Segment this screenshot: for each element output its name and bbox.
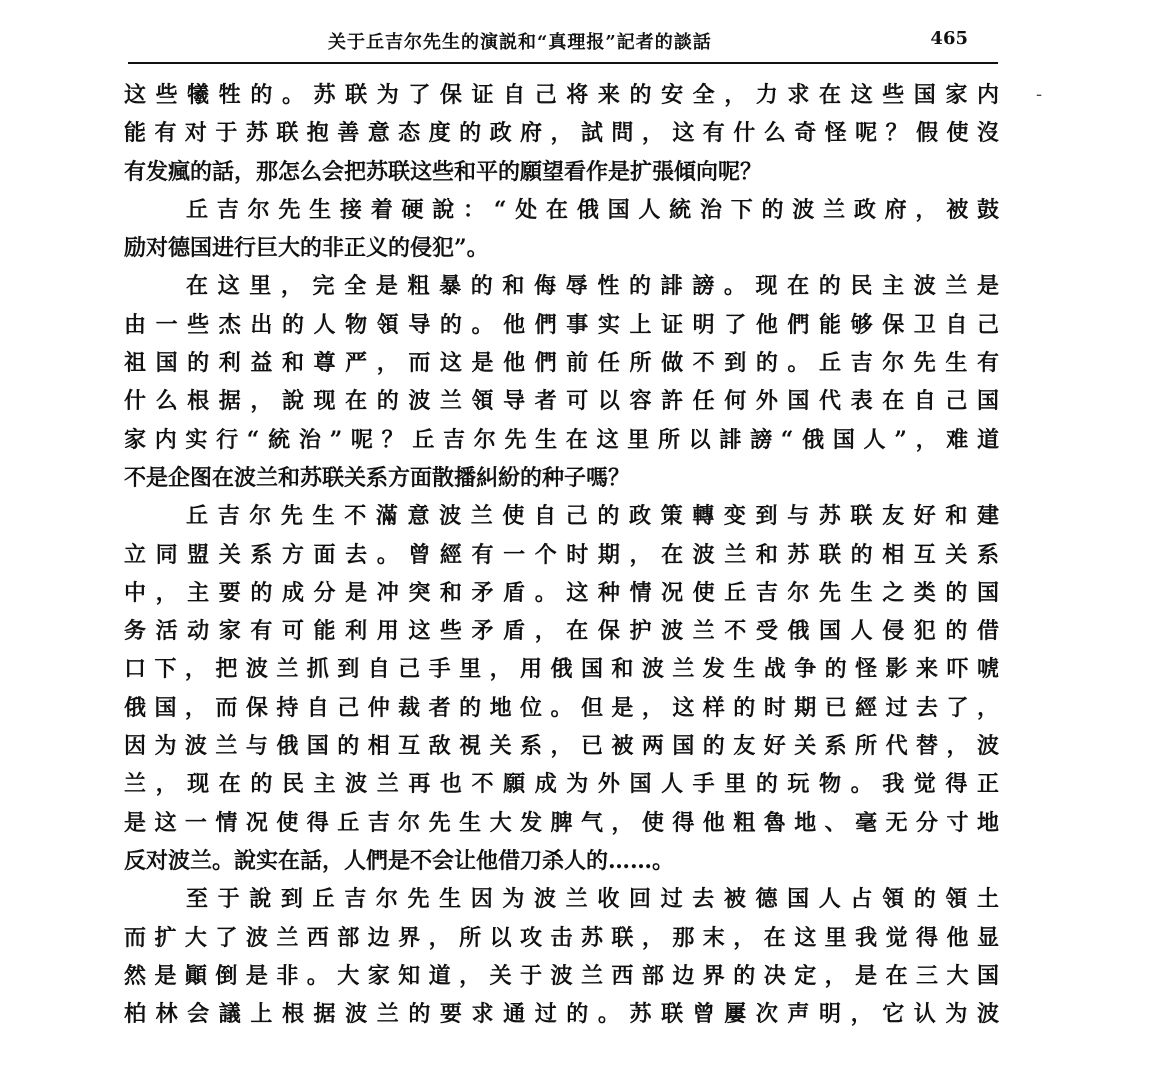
body-text (124, 76, 999, 1033)
text-line: 因为波兰与俄国的相互敌視关系，已被两国的友好关系所代替，波 (124, 733, 999, 760)
paragraph-first-line: 丘吉尔先生不滿意波兰使自己的政策轉变到与苏联友好和建 (186, 503, 999, 530)
text-line: 家内实行“統治”呢？丘吉尔先生在这里所以誹謗“俄国人”，难道 (124, 426, 999, 453)
text-line: 立同盟关系方面去。曾經有一个时期，在波兰和苏联的相互关系 (124, 541, 999, 568)
text-line: 中，主要的成分是冲突和矛盾。这种情况使丘吉尔先生之类的国 (124, 579, 999, 606)
text-line: 能有对于苏联抱善意态度的政府，試問，这有什么奇怪呢？假使沒 (124, 120, 999, 147)
text-line: 由一些杰出的人物領导的。他們事实上证明了他們能够保卫自己 (124, 311, 999, 338)
text-line: 有发瘋的話，那怎么会把苏联这些和平的願望看作是扩張傾向呢？ (124, 158, 763, 185)
text-line: 这些犧牲的。苏联为了保证自己将来的安全，力求在这些国家内 (124, 82, 999, 108)
text-line: 柏林会議上根据波兰的要求通过的。苏联曾屢次声明，它认为波 (124, 1001, 999, 1028)
header-title: 关于丘吉尔先生的演説和“真理报”記者的談話 (328, 32, 712, 53)
text-line: 口下，把波兰抓到自己手里，用俄国和波兰发生战争的怪影来吓唬 (124, 656, 999, 683)
paragraph-first-line: 丘吉尔先生接着硬說：“处在俄国人統治下的波兰政府，被鼓 (186, 196, 999, 223)
text-line: 不是企图在波兰和苏联关系方面散播糾紛的种子嗎？ (124, 464, 631, 491)
text-line: 然是顚倒是非。大家知道，关于波兰西部边界的决定，是在三大国 (124, 962, 999, 989)
text-line: 务活动家有可能利用这些矛盾，在保护波兰不受俄国人侵犯的借 (124, 618, 999, 645)
text-line: 什么根据，說现在的波兰領导者可以容許任何外国代表在自己国 (124, 388, 999, 415)
paragraph-first-line: 至于說到丘吉尔先生因为波兰收回过去被德国人占領的領土 (186, 886, 999, 913)
margin-mark: - (1036, 84, 1043, 105)
text-line: 兰，现在的民主波兰再也不願成为外国人手里的玩物。我觉得正 (124, 771, 999, 798)
text-line: 反对波兰。說实在話，人們是不会让他借刀杀人的……。 (124, 847, 675, 874)
paragraph-first-line: 在这里，完全是粗暴的和侮辱性的誹謗。现在的民主波兰是 (186, 273, 999, 300)
text-line: 是这一情况使得丘吉尔先生大发脾气，使得他粗魯地、毫无分寸地 (124, 809, 999, 836)
running-header (128, 22, 998, 64)
text-line: 励对德国进行巨大的非正义的侵犯”。 (124, 235, 489, 262)
text-line: 而扩大了波兰西部边界，所以攻击苏联，那末，在这里我觉得他显 (124, 924, 999, 951)
text-line: 俄国，而保持自己仲裁者的地位。但是，这样的时期已經过去了， (124, 694, 999, 721)
page-number: 465 (930, 28, 968, 49)
text-line: 祖国的利益和尊严，而这是他們前任所做不到的。丘吉尔先生有 (124, 350, 999, 377)
